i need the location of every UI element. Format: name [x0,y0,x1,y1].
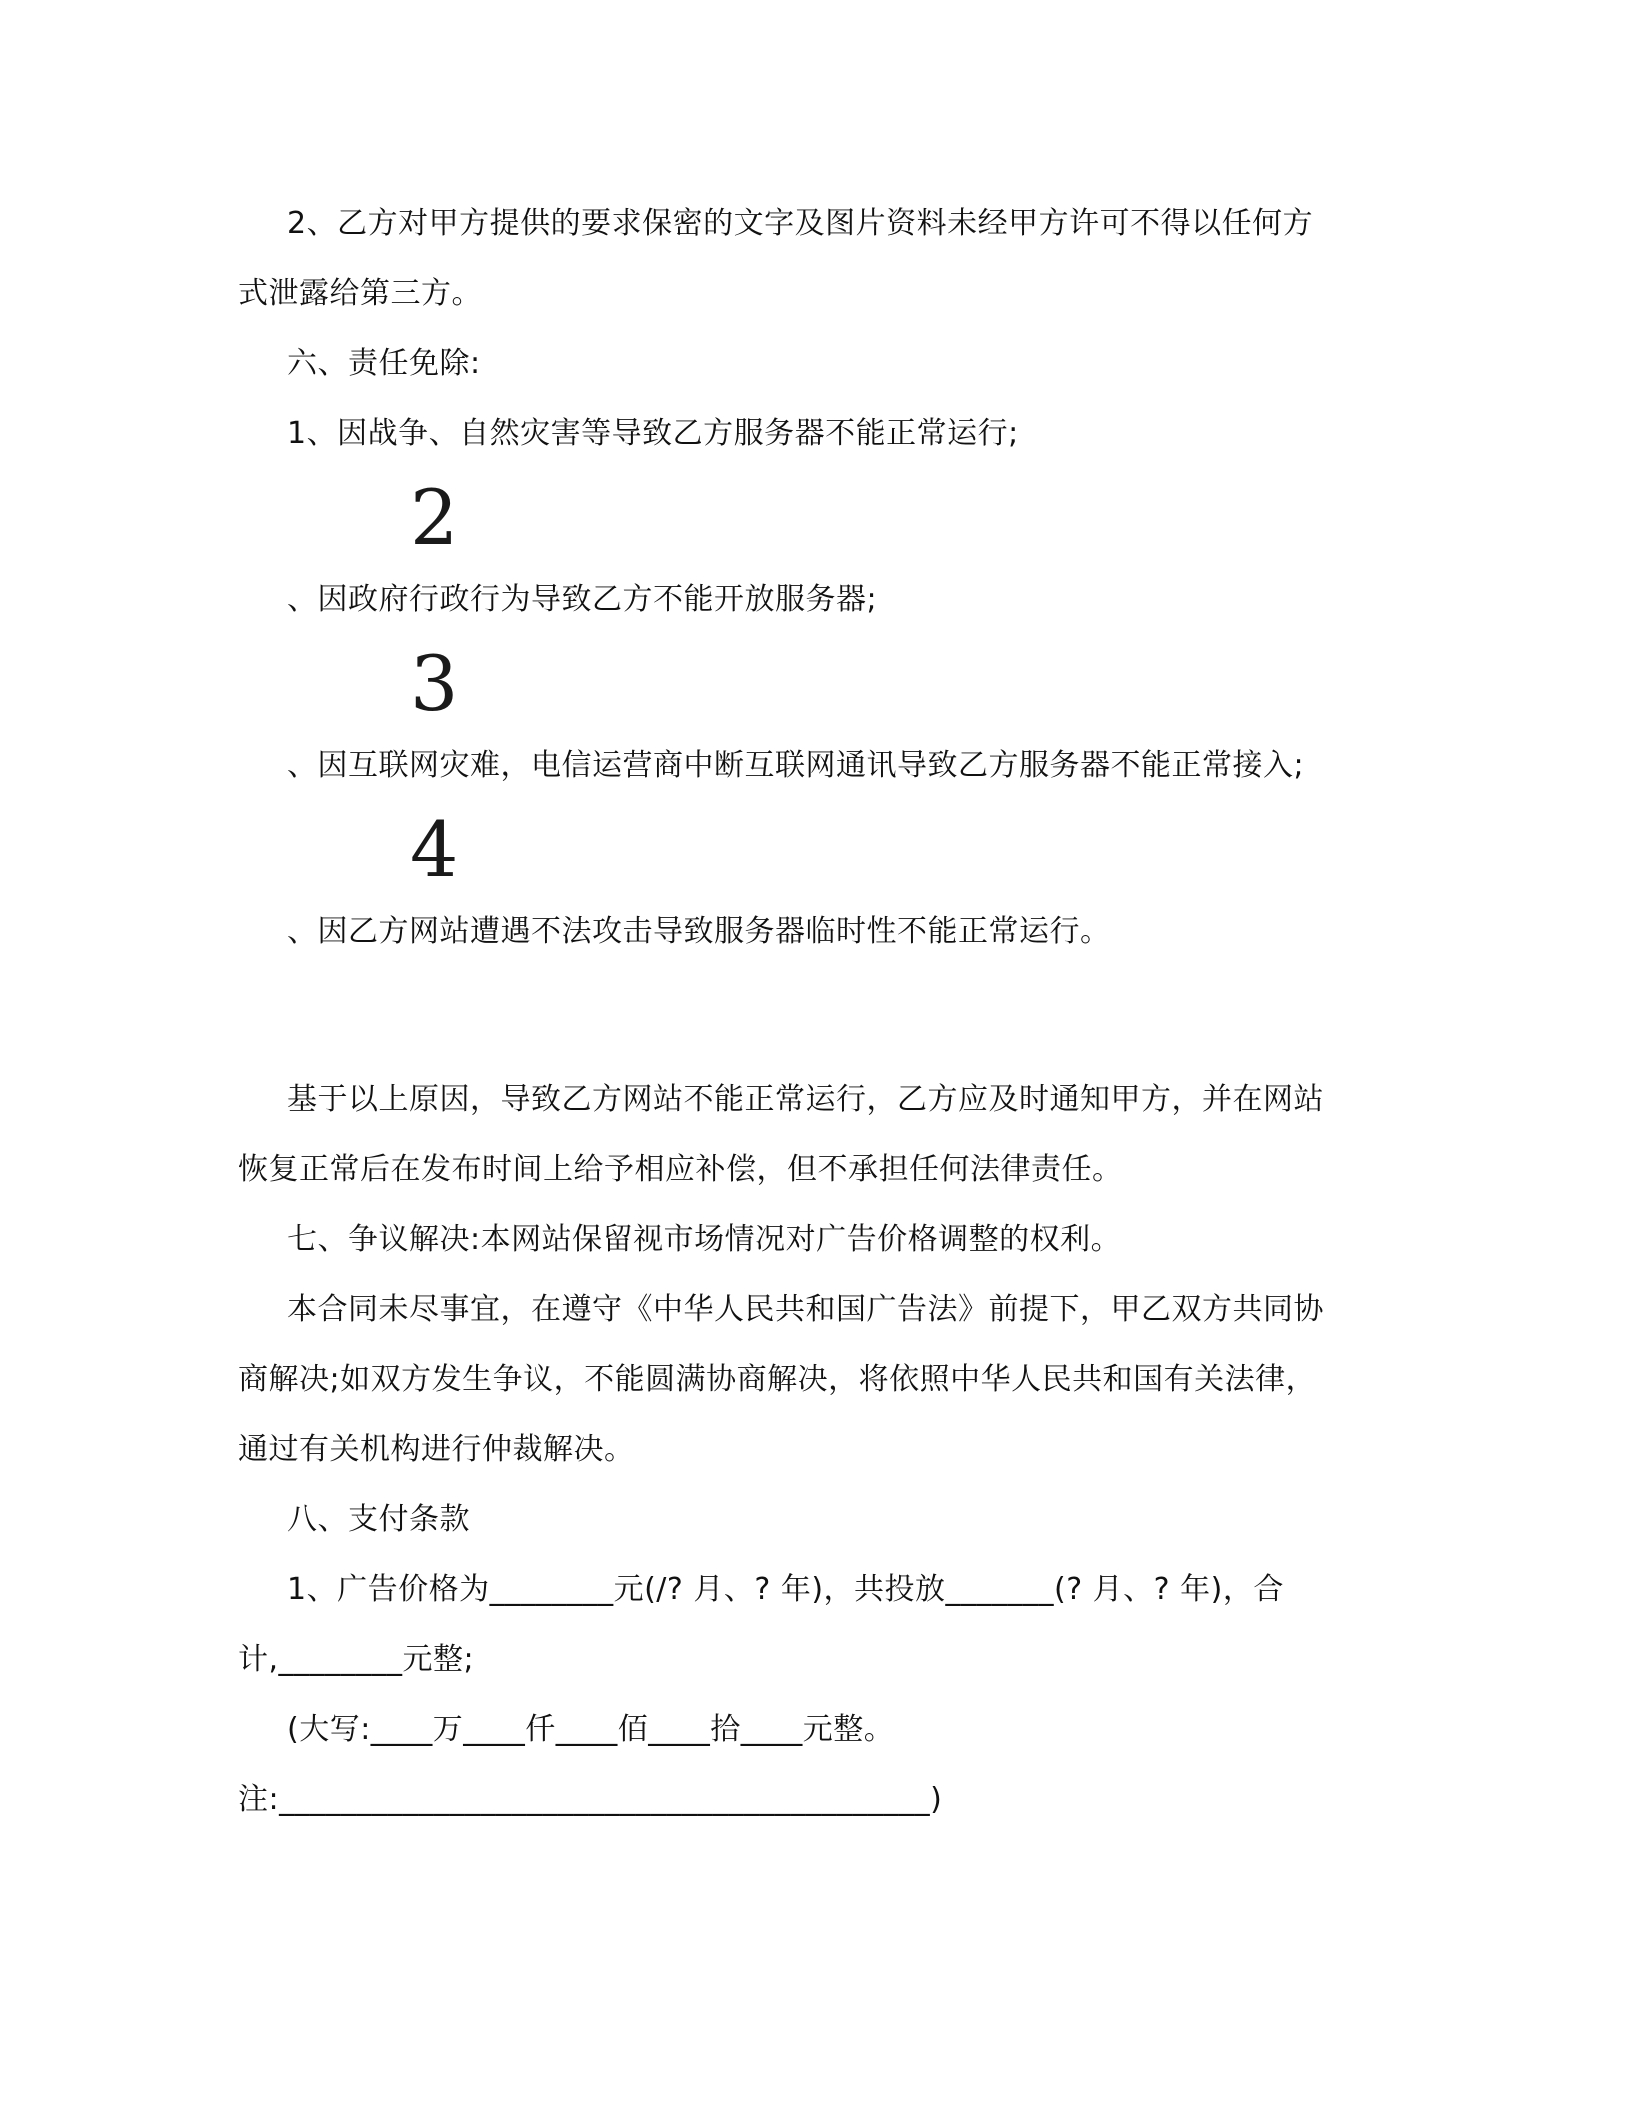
text-line: 1、因战争、自然灾害等导致乙方服务器不能正常运行; [287,416,1019,451]
text-line: 基于以上原因，导致乙方网站不能正常运行，乙方应及时通知甲方，并在网站 [287,1082,1324,1117]
text-line: 2、乙方对甲方提供的要求保密的文字及图片资料未经甲方许可不得以任何方 [287,206,1314,241]
item-number: 4 [410,805,459,894]
text-line: 注:__________________________________________) [238,1782,943,1817]
text-line: 式泄露给第三方。 [238,276,482,311]
text-line: (大写:____万____仟____佰____拾____元整。 [287,1712,895,1747]
text-line: 计,________元整; [238,1642,475,1677]
text-line: 1、广告价格为________元(/? 月、? 年)，共投放_______(? 月、? 年)，合 [287,1572,1284,1607]
text-line: 、因政府行政行为导致乙方不能开放服务器; [287,582,878,617]
text-line: 、因互联网灾难，电信运营商中断互联网通讯导致乙方服务器不能正常接入; [287,748,1305,783]
text-line: 通过有关机构进行仲裁解决。 [238,1432,635,1467]
text-line: 本合同未尽事宜，在遵守《中华人民共和国广告法》前提下，甲乙双方共同协 [287,1292,1324,1327]
section-heading: 七、争议解决:本网站保留视市场情况对广告价格调整的权利。 [287,1222,1122,1257]
text-line: 恢复正常后在发布时间上给予相应补偿，但不承担任何法律责任。 [238,1152,1123,1187]
text-line: 、因乙方网站遭遇不法攻击导致服务器临时性不能正常运行。 [287,914,1111,949]
section-heading: 八、支付条款 [287,1502,470,1537]
item-number: 3 [410,639,459,728]
item-number: 2 [410,473,459,562]
section-heading: 六、责任免除: [287,346,481,381]
text-line: 商解决;如双方发生争议，不能圆满协商解决，将依照中华人民共和国有关法律， [238,1362,1317,1397]
